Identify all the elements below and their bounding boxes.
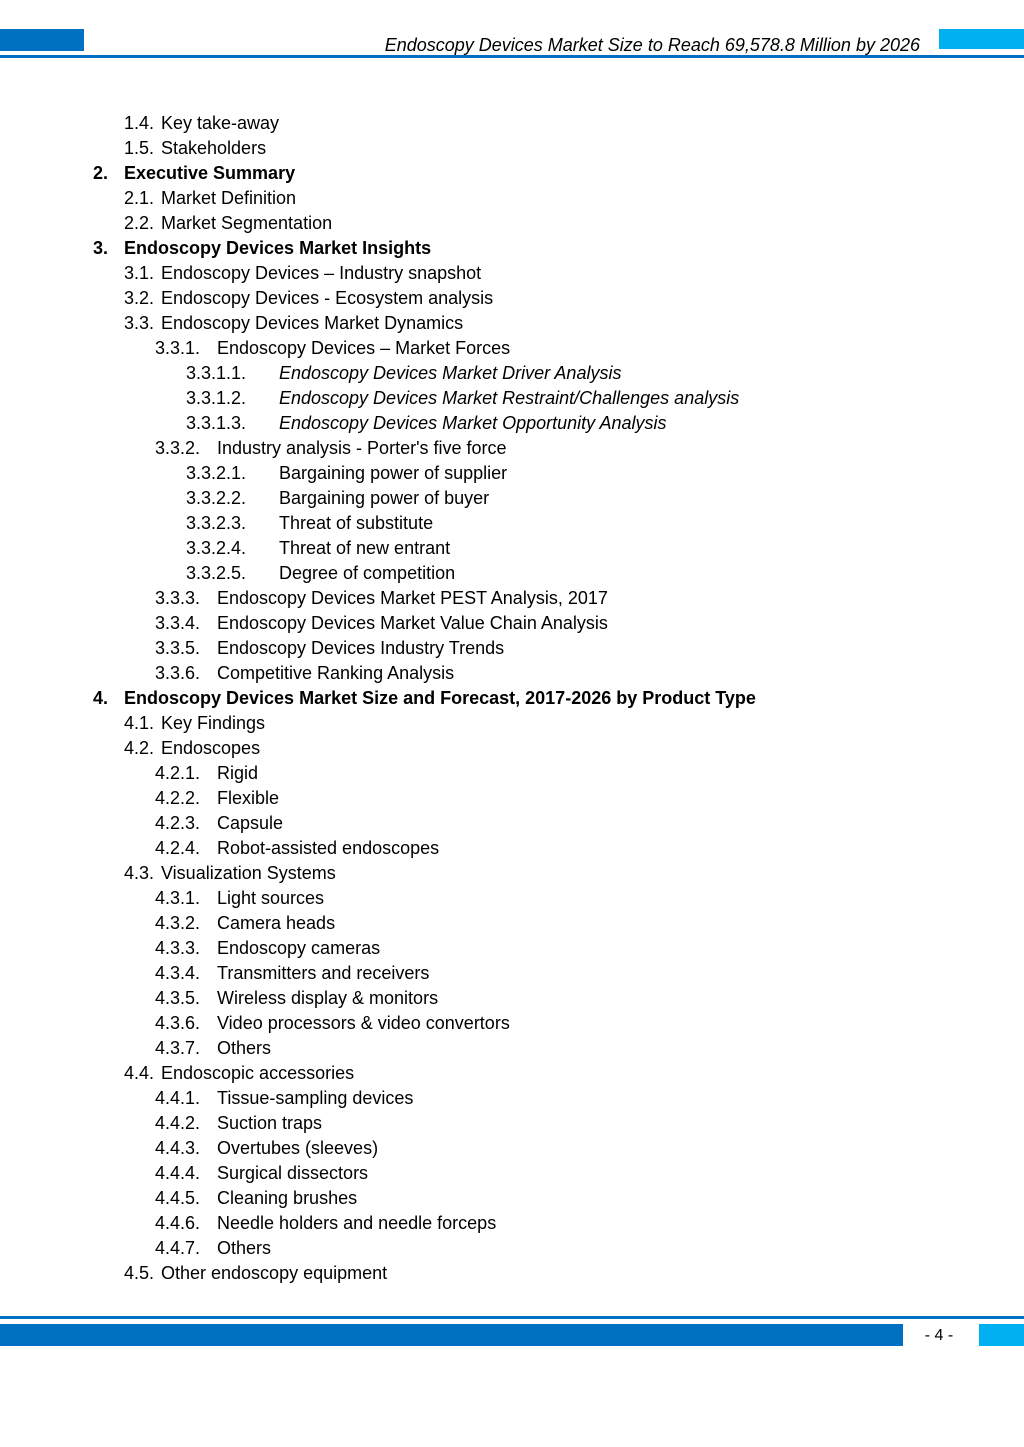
- toc-entry-title: Suction traps: [217, 1113, 323, 1133]
- toc-entry-number: 1.4.: [124, 113, 155, 133]
- toc-entry-title: Overtubes (sleeves): [217, 1138, 379, 1158]
- toc-entry-number: 3.3.2.1.: [186, 463, 247, 483]
- toc-entry-title: Video processors & video convertors: [217, 1013, 510, 1033]
- toc-entry-title: Endoscopy Devices Market Opportunity Analysis: [279, 413, 667, 433]
- toc-entry-number: 1.5.: [124, 138, 155, 158]
- toc-entry-title: Market Definition: [161, 188, 297, 208]
- toc-entry-title: Stakeholders: [161, 138, 267, 158]
- toc-entry-number: 4.5.: [124, 1263, 155, 1283]
- toc-entry-title: Threat of substitute: [279, 513, 434, 533]
- header-block-left: [0, 29, 84, 51]
- toc-entry-number: 4.4.1.: [155, 1088, 201, 1108]
- toc-entry-number: 4.2.4.: [155, 838, 201, 858]
- toc-entry-number: 4.4.6.: [155, 1213, 201, 1233]
- toc-entry-title: Endoscopy Devices – Industry snapshot: [161, 263, 482, 283]
- header-block-right: [939, 29, 1024, 49]
- toc-entry-title: Flexible: [217, 788, 280, 808]
- toc-entry-title: Market Segmentation: [161, 213, 333, 233]
- toc-entry-title: Transmitters and receivers: [217, 963, 430, 983]
- toc-entry-title: Robot-assisted endoscopes: [217, 838, 440, 858]
- toc-entry-number: 3.3.2.3.: [186, 513, 247, 533]
- toc-entry-number: 3.3.1.2.: [186, 388, 247, 408]
- toc-entry-title: Degree of competition: [279, 563, 456, 583]
- toc-entry-number: 4.4.5.: [155, 1188, 201, 1208]
- toc-entry-title: Surgical dissectors: [217, 1163, 369, 1183]
- toc-entry-number: 4.4.: [124, 1063, 155, 1083]
- toc-entry-title: Bargaining power of buyer: [279, 488, 490, 508]
- toc-entry-number: 4.4.2.: [155, 1113, 201, 1133]
- toc-entry-number: 2.: [93, 163, 109, 183]
- toc-entry-number: 4.3.2.: [155, 913, 201, 933]
- toc-entry-number: 4.1.: [124, 713, 155, 733]
- toc-entry-number: 4.3.6.: [155, 1013, 201, 1033]
- toc-entry-number: 3.3.2.4.: [186, 538, 247, 558]
- toc-entry-number: 3.3.3.: [155, 588, 201, 608]
- toc-entry-title: Endoscopes: [161, 738, 261, 758]
- toc-entry-title: Wireless display & monitors: [217, 988, 439, 1008]
- toc-entry-title: Capsule: [217, 813, 284, 833]
- header-title: Endoscopy Devices Market Size to Reach 69,578.8 Million by 2026: [384, 35, 920, 55]
- toc-entry-number: 3.3.2.2.: [186, 488, 247, 508]
- toc-entry-number: 4.2.1.: [155, 763, 201, 783]
- toc-entry-number: 4.4.7.: [155, 1238, 201, 1258]
- toc-entry-number: 3.3.1.: [155, 338, 201, 358]
- toc-entry-number: 3.3.1.3.: [186, 413, 247, 433]
- toc-entry-number: 4.3.4.: [155, 963, 201, 983]
- toc-entry-title: Endoscopy Devices Market Driver Analysis: [279, 363, 622, 383]
- toc-entry-number: 3.1.: [124, 263, 155, 283]
- toc-entry-title: Tissue-sampling devices: [217, 1088, 414, 1108]
- toc-entry-title: Endoscopy cameras: [217, 938, 381, 958]
- toc-entry-title: Cleaning brushes: [217, 1188, 358, 1208]
- toc-entry-title: Threat of new entrant: [279, 538, 451, 558]
- toc-entry-title: Other endoscopy equipment: [161, 1263, 388, 1283]
- toc-entry-number: 3.3.1.1.: [186, 363, 247, 383]
- toc-entry-number: 4.2.2.: [155, 788, 201, 808]
- footer-block-right: [979, 1324, 1024, 1346]
- toc-entry-number: 3.3.: [124, 313, 155, 333]
- toc-entry-title: Visualization Systems: [161, 863, 336, 883]
- toc-entry-number: 4.: [93, 688, 109, 708]
- toc-entry-title: Endoscopy Devices Market Size and Forecast, 2017-2026 by Product Type: [124, 688, 756, 708]
- toc-entry-title: Endoscopy Devices - Ecosystem analysis: [161, 288, 494, 308]
- toc-entry-number: 4.3.3.: [155, 938, 201, 958]
- toc-entry-number: 3.3.5.: [155, 638, 201, 658]
- toc-entry-title: Endoscopy Devices Market PEST Analysis, 2017: [217, 588, 608, 608]
- toc-entry-number: 4.4.4.: [155, 1163, 201, 1183]
- toc-entry-title: Endoscopy Devices – Market Forces: [217, 338, 511, 358]
- toc-entry-title: Endoscopy Devices Market Restraint/Challenges analysis: [279, 388, 740, 408]
- toc-entry-title: Endoscopy Devices Industry Trends: [217, 638, 505, 658]
- toc-entry-number: 4.2.: [124, 738, 155, 758]
- toc-entry-title: Key Findings: [161, 713, 266, 733]
- toc-entry-number: 4.3.5.: [155, 988, 201, 1008]
- toc-entry-number: 3.3.6.: [155, 663, 201, 683]
- toc-entry-title: Endoscopy Devices Market Value Chain Analysis: [217, 613, 608, 633]
- footer-rule: [0, 1316, 1024, 1319]
- toc-entry-title: Needle holders and needle forceps: [217, 1213, 497, 1233]
- toc-entry-number: 4.3.7.: [155, 1038, 201, 1058]
- page-number: - 4 -: [924, 1327, 954, 1344]
- toc-entry-title: Rigid: [217, 763, 259, 783]
- toc-entry-number: 3.2.: [124, 288, 155, 308]
- toc-entry-title: Key take-away: [161, 113, 280, 133]
- toc-entry-number: 2.1.: [124, 188, 155, 208]
- toc-entry-number: 4.3.: [124, 863, 155, 883]
- toc-entry-title: Bargaining power of supplier: [279, 463, 508, 483]
- toc-entry-number: 3.: [93, 238, 109, 258]
- toc-entry-number: 2.2.: [124, 213, 155, 233]
- toc-entry-title: Endoscopy Devices Market Dynamics: [161, 313, 464, 333]
- toc-entry-title: Camera heads: [217, 913, 336, 933]
- toc-entry-number: 3.3.2.: [155, 438, 201, 458]
- toc-entry-title: Light sources: [217, 888, 325, 908]
- footer-bar: [0, 1324, 903, 1346]
- header-rule: [0, 55, 1024, 58]
- toc-entry-number: 3.3.2.5.: [186, 563, 247, 583]
- toc-entry-title: Executive Summary: [124, 163, 296, 183]
- toc-entry-title: Others: [217, 1038, 272, 1058]
- toc-entry-title: Competitive Ranking Analysis: [217, 663, 455, 683]
- toc-entry-number: 4.3.1.: [155, 888, 201, 908]
- toc-entry-title: Endoscopy Devices Market Insights: [124, 238, 432, 258]
- toc-entry-title: Endoscopic accessories: [161, 1063, 355, 1083]
- toc-entry-title: Others: [217, 1238, 272, 1258]
- toc-entry-number: 3.3.4.: [155, 613, 201, 633]
- toc-entry-number: 4.2.3.: [155, 813, 201, 833]
- toc-entry-title: Industry analysis - Porter's five force: [217, 438, 507, 458]
- toc-entry-number: 4.4.3.: [155, 1138, 201, 1158]
